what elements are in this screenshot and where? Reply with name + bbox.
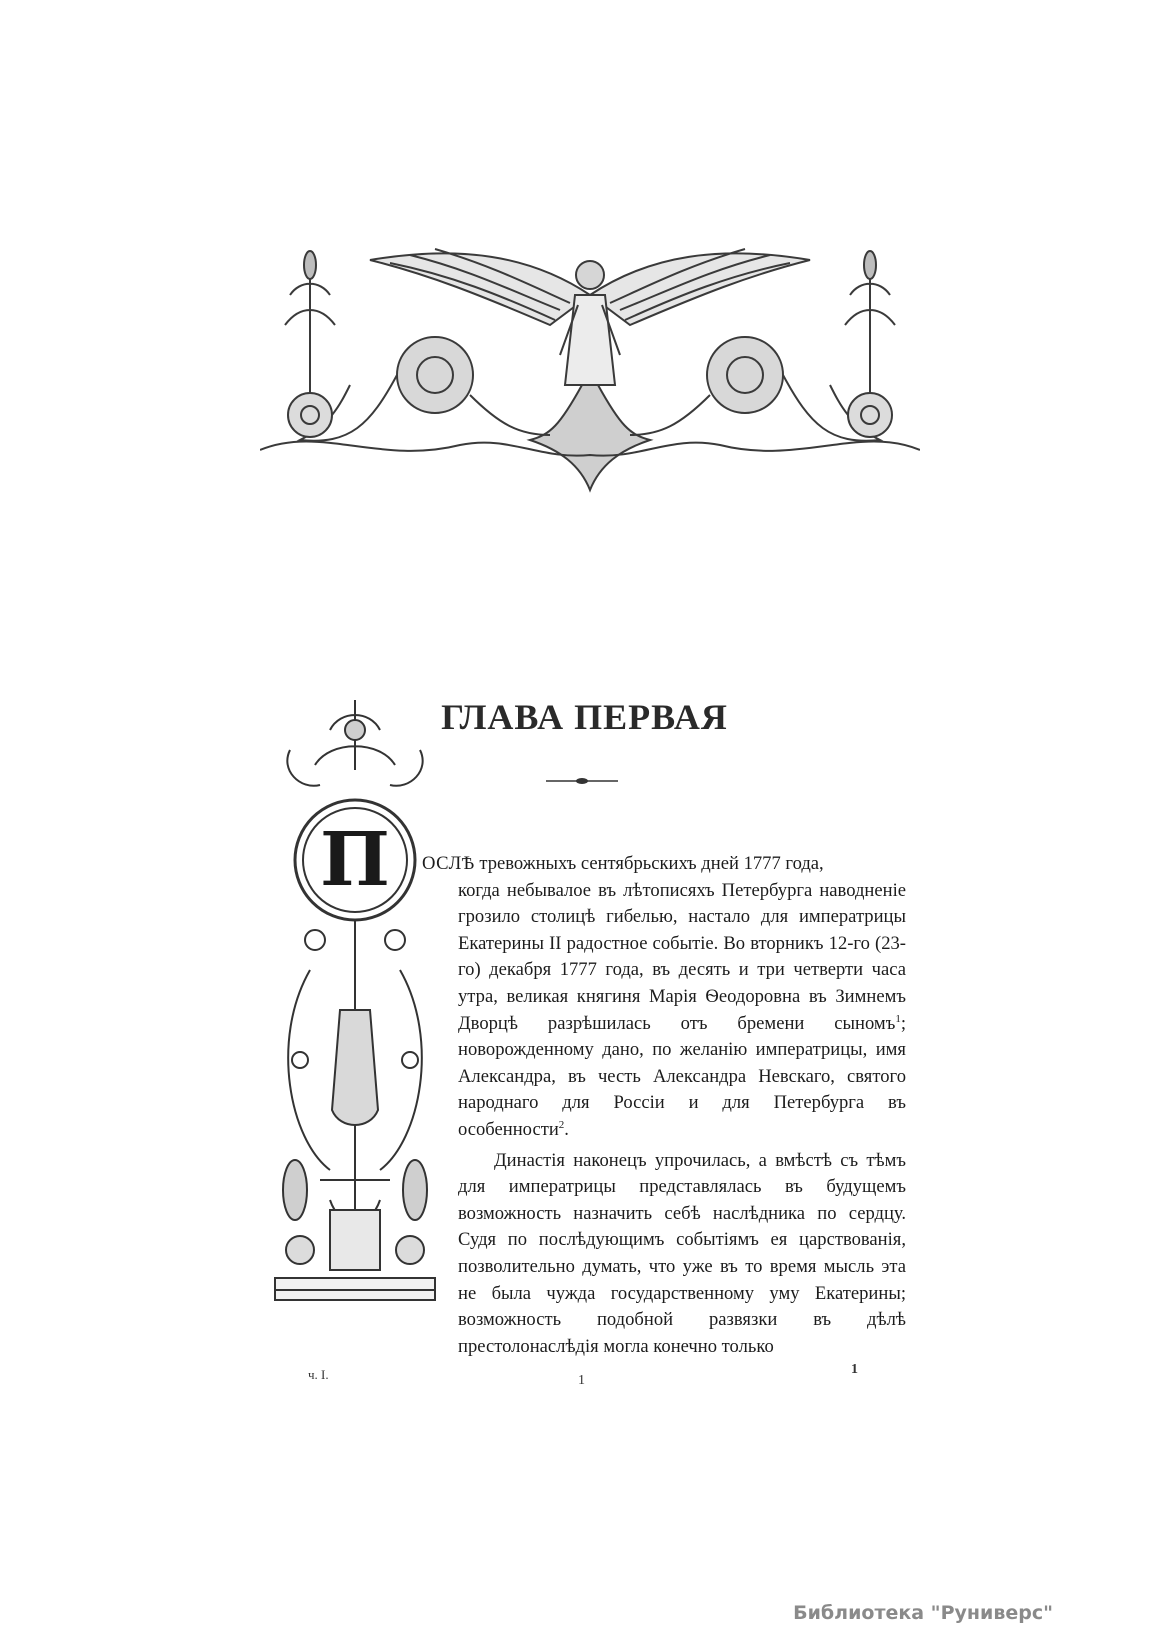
- paragraph-first-line: [422, 851, 906, 878]
- paragraph-text: когда небывалое въ лѣтописяхъ Петербурга наводненіе грозило столицѣ гибелью, настало для императрицы Екатерины II радостное событіе. Во вторникъ 12-го (23-го) декабря 1777 года, въ десять и три четверти часа утра, великая княгиня Марія Ѳеодоровна въ Зимнемъ Дворцѣ разрѣшилась отъ бремени сыномъ: [458, 879, 906, 1034]
- paragraph-text: ; новорожденному дано, по желанію императрицы, имя Александра, въ честь Александра Невскаго, святого народнаго для Россіи и для Петербурга въ особенности: [458, 1012, 906, 1140]
- drop-cap-letter: П: [320, 817, 390, 903]
- chapter-title: ГЛАВА ПЕРВАЯ: [441, 697, 728, 738]
- footnote-ref[interactable]: 2: [558, 1118, 565, 1131]
- signature-mark: ч. I.: [308, 1367, 329, 1382]
- paragraph-text: .: [564, 1118, 569, 1140]
- chapter-body: [422, 851, 906, 1360]
- headpiece-ornament: [260, 235, 920, 495]
- title-divider: [546, 776, 618, 786]
- footnote-ref[interactable]: 1: [895, 1012, 901, 1025]
- page-number-center: 1: [578, 1373, 585, 1388]
- page-number-right: 1: [851, 1362, 858, 1377]
- drop-cap-word-rest: ОСЛѢ: [422, 853, 475, 874]
- paragraph: [422, 878, 906, 1144]
- library-watermark: Библиотека "Руниверс": [793, 1602, 1053, 1624]
- paragraph-text: тревожныхъ сентябрьскихъ дней 1777 года,: [474, 853, 824, 874]
- drop-cap-ornament: [270, 690, 440, 1350]
- paragraph: Династія наконецъ упрочилась, а вмѣстѣ съ тѣмъ для императрицы представлялась въ будущемъ возможность назначить себѣ наслѣдника по сердцу. Судя по послѣдующимъ событіямъ ея царствованія, позволительно думать, что уже въ то время мысль эта не была чужда государственному уму Екатерины; возможность подобной развязки въ дѣлѣ престолонаслѣдія могла конечно только: [458, 1149, 906, 1357]
- ornament-column: [270, 690, 440, 1350]
